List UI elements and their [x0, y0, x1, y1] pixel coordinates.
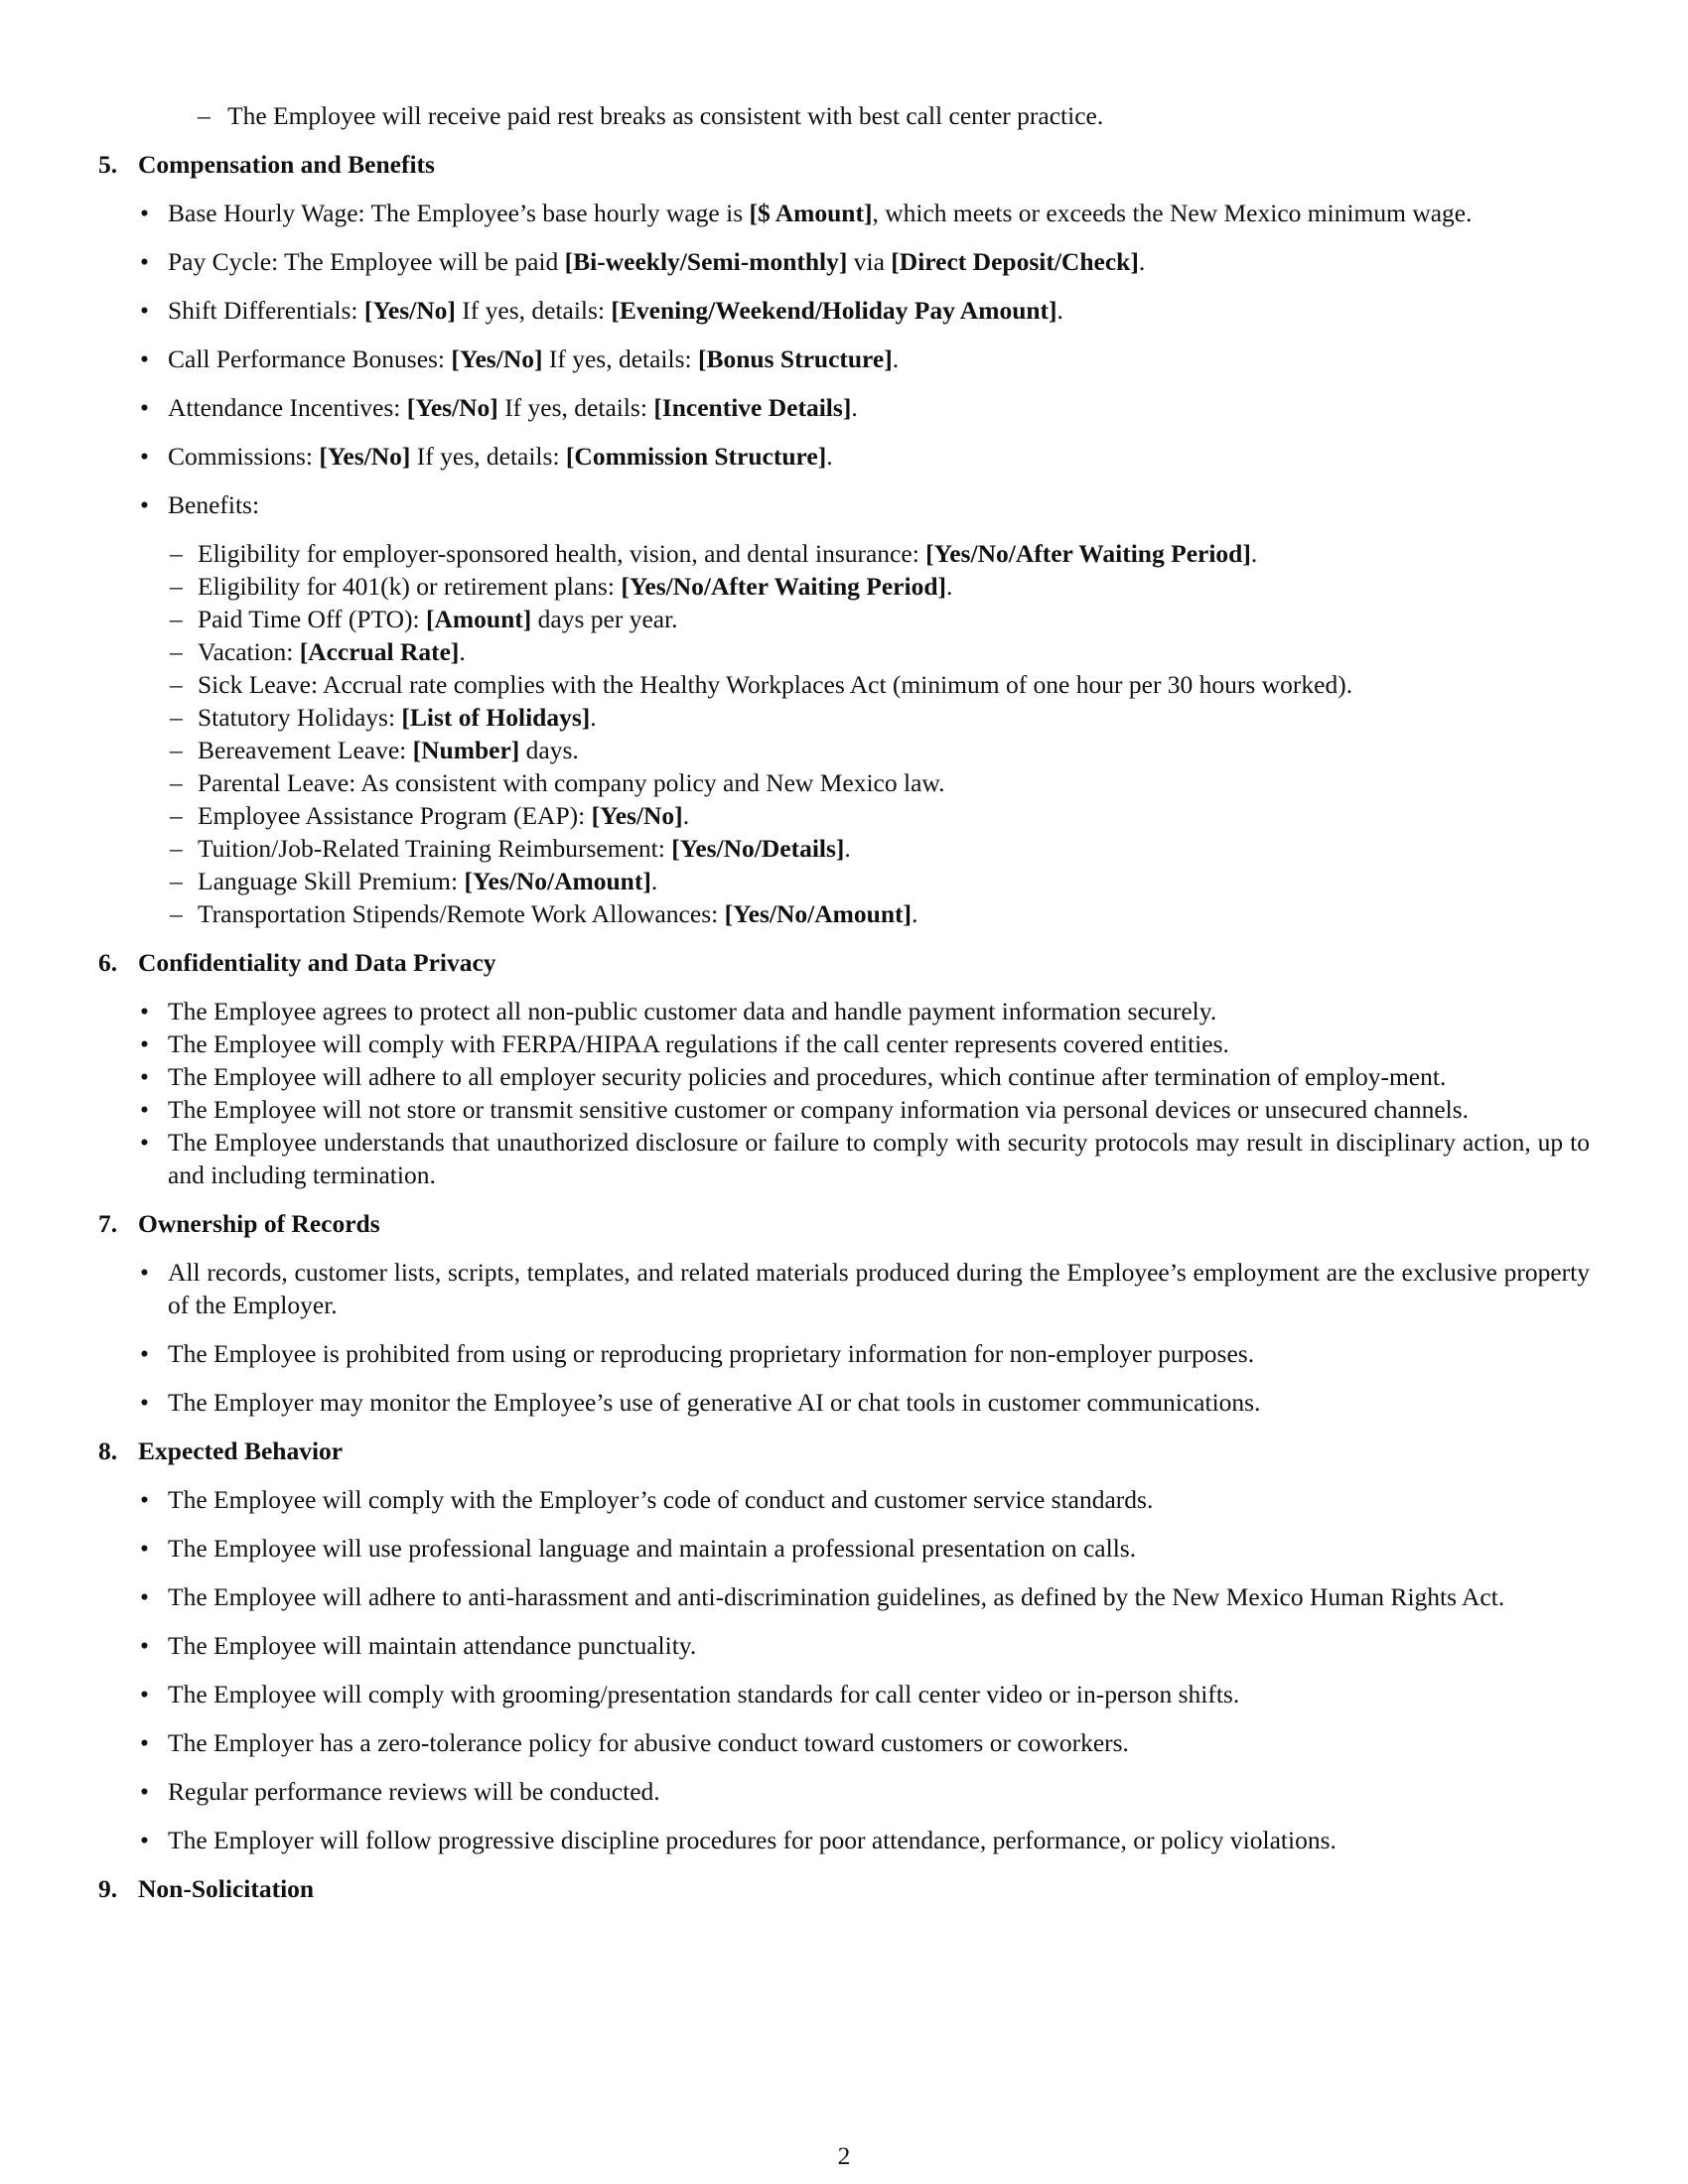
list-item: • All records, customer lists, scripts, templates, and related materials produced during the Employee’s employment are the exclusive property of the Employer. — [140, 1258, 1590, 1319]
benefit-item: – Eligibility for 401(k) or retirement plans: [Yes/No/After Waiting Period]. — [170, 572, 953, 601]
section-confidentiality — [98, 946, 1590, 1191]
list-item: • The Employee understands that unauthorized disclosure or failure to comply with security protocols may result in disciplinary action, up to and including termination. — [140, 1128, 1590, 1189]
benefit-item: – Parental Leave: As consistent with company policy and New Mexico law. — [170, 768, 945, 797]
benefit-item: – Language Skill Premium: [Yes/No/Amount]. — [170, 867, 658, 895]
bullet-marker: • — [140, 344, 149, 373]
list-item: • Commissions: [Yes/No] If yes, details: [Commission Structure]. — [140, 442, 833, 471]
list-item: • The Employee will comply with the Employer’s code of conduct and customer service standards. — [140, 1485, 1154, 1514]
dash-marker: – — [198, 101, 211, 130]
list-item: • Pay Cycle: The Employee will be paid [Bi-weekly/Semi-monthly] via [Direct Deposit/Check]. — [140, 247, 1146, 276]
benefit-item: – Transportation Stipends/Remote Work Allowances: [Yes/No/Amount]. — [170, 899, 918, 928]
bullet-marker: • — [140, 393, 149, 422]
section-expected-behavior — [98, 1434, 1590, 1856]
ownership-list — [98, 1256, 1590, 1419]
document-page — [98, 99, 1590, 1921]
list-item: • Regular performance reviews will be conducted. — [140, 1777, 660, 1806]
behavior-list — [98, 1483, 1590, 1856]
list-item: • The Employee agrees to protect all non-public customer data and handle payment information securely. — [140, 997, 1217, 1025]
list-item: • Call Performance Bonuses: [Yes/No] If yes, details: [Bonus Structure]. — [140, 344, 900, 373]
list-item: • Attendance Incentives: [Yes/No] If yes, details: [Incentive Details]. — [140, 393, 858, 422]
list-item: • Benefits: – Eligibility for employer-sponsored health, vision, and dental insurance: [Yes/No/After Waiting Period]. – Eligibility for 401(k) or retirement plans: [Yes/No/After Waiting Period]. – Paid Time Off (PTO): [Amount] days per year. – Vacation: [Accrual Rate]. – Sick Leave: Accrual rate complies with the Healthy Workplaces Act (minimum of one hour per 30 hours worked). – Statutory Holidays: [List of Holidays]. – Bereavement Leave: [Number] days. – Parental Leave: As consistent with company policy and New Mexico law. – Employee Assistance Program (EAP): [Yes/No]. – Tuition/Job-Related Training Reimbursement: [Yes/No/Details]. – Language Skill Premium: [Yes/No/Amount]. – Transportation Stipends/Remote Work Allowances: [Yes/No/Amount]. — [98, 488, 1590, 930]
benefits-sublist — [168, 537, 1590, 930]
list-item: • The Employee will not store or transmit sensitive customer or company information via personal devices or unsecured channels. — [140, 1095, 1470, 1124]
list-item: • The Employee will adhere to all employer security policies and procedures, which continue after termination of employ-ment. — [140, 1062, 1447, 1091]
list-item: • The Employee will adhere to anti-harassment and anti-discrimination guidelines, as defined by the New Mexico Human Rights Act. — [140, 1582, 1505, 1611]
list-item: • The Employer will follow progressive discipline procedures for poor attendance, performance, or policy violations. — [140, 1826, 1336, 1854]
bullet-marker: • — [140, 296, 149, 325]
benefit-item: – Bereavement Leave: [Number] days. — [170, 736, 579, 764]
benefit-item: – Tuition/Job-Related Training Reimbursement: [Yes/No/Details]. — [170, 834, 851, 863]
benefit-item: – Employee Assistance Program (EAP): [Yes/No]. — [170, 801, 690, 830]
compensation-list — [98, 197, 1590, 930]
list-item: • The Employer may monitor the Employee’s use of generative AI or chat tools in customer communications. — [140, 1388, 1261, 1417]
bullet-marker: • — [140, 442, 149, 471]
list-item: • The Employee will comply with FERPA/HIPAA regulations if the call center represents covered entities. — [140, 1029, 1229, 1058]
confidentiality-list — [98, 995, 1590, 1191]
bullet-marker: • — [140, 247, 149, 276]
section-heading: 8. Expected Behavior — [98, 1436, 344, 1465]
list-item: • The Employee will maintain attendance punctuality. — [140, 1631, 697, 1660]
benefit-item: – Sick Leave: Accrual rate complies with the Healthy Workplaces Act (minimum of one hour per 30 hours worked). — [170, 670, 1353, 699]
section-heading: 6. Confidentiality and Data Privacy — [98, 948, 496, 977]
rest-breaks-item: – The Employee will receive paid rest breaks as consistent with best call center practice. — [198, 101, 1104, 130]
page-number: 2 — [837, 2141, 851, 2170]
benefit-item: – Paid Time Off (PTO): [Amount] days per year. — [170, 605, 678, 633]
bullet-marker: • — [140, 490, 149, 519]
section-non-solicitation — [98, 1872, 1590, 1905]
section-compensation — [98, 148, 1590, 930]
list-item: • The Employer has a zero-tolerance policy for abusive conduct toward customers or coworkers. — [140, 1728, 1129, 1757]
list-item: • Base Hourly Wage: The Employee’s base hourly wage is [$ Amount], which meets or exceeds the New Mexico minimum wage. — [140, 199, 1473, 227]
section-heading: 7. Ownership of Records — [98, 1209, 380, 1238]
list-item: • Shift Differentials: [Yes/No] If yes, details: [Evening/Weekend/Holiday Pay Amount]. — [140, 296, 1063, 325]
benefit-item: – Vacation: [Accrual Rate]. — [170, 637, 466, 666]
list-item: • The Employee will use professional language and maintain a professional presentation on calls. — [140, 1534, 1137, 1563]
list-item: • The Employee is prohibited from using or reproducing proprietary information for non-employer purposes. — [140, 1339, 1255, 1368]
section-ownership — [98, 1207, 1590, 1419]
section-heading: 9. Non-Solicitation — [98, 1874, 315, 1903]
list-item: • The Employee will comply with grooming/presentation standards for call center video or in-person shifts. — [140, 1680, 1240, 1708]
benefit-item: – Eligibility for employer-sponsored health, vision, and dental insurance: [Yes/No/After Waiting Period]. — [170, 539, 1258, 568]
benefit-item: – Statutory Holidays: [List of Holidays]. — [170, 703, 597, 732]
section-heading: 5. Compensation and Benefits — [98, 150, 435, 179]
bullet-marker: • — [140, 199, 149, 227]
